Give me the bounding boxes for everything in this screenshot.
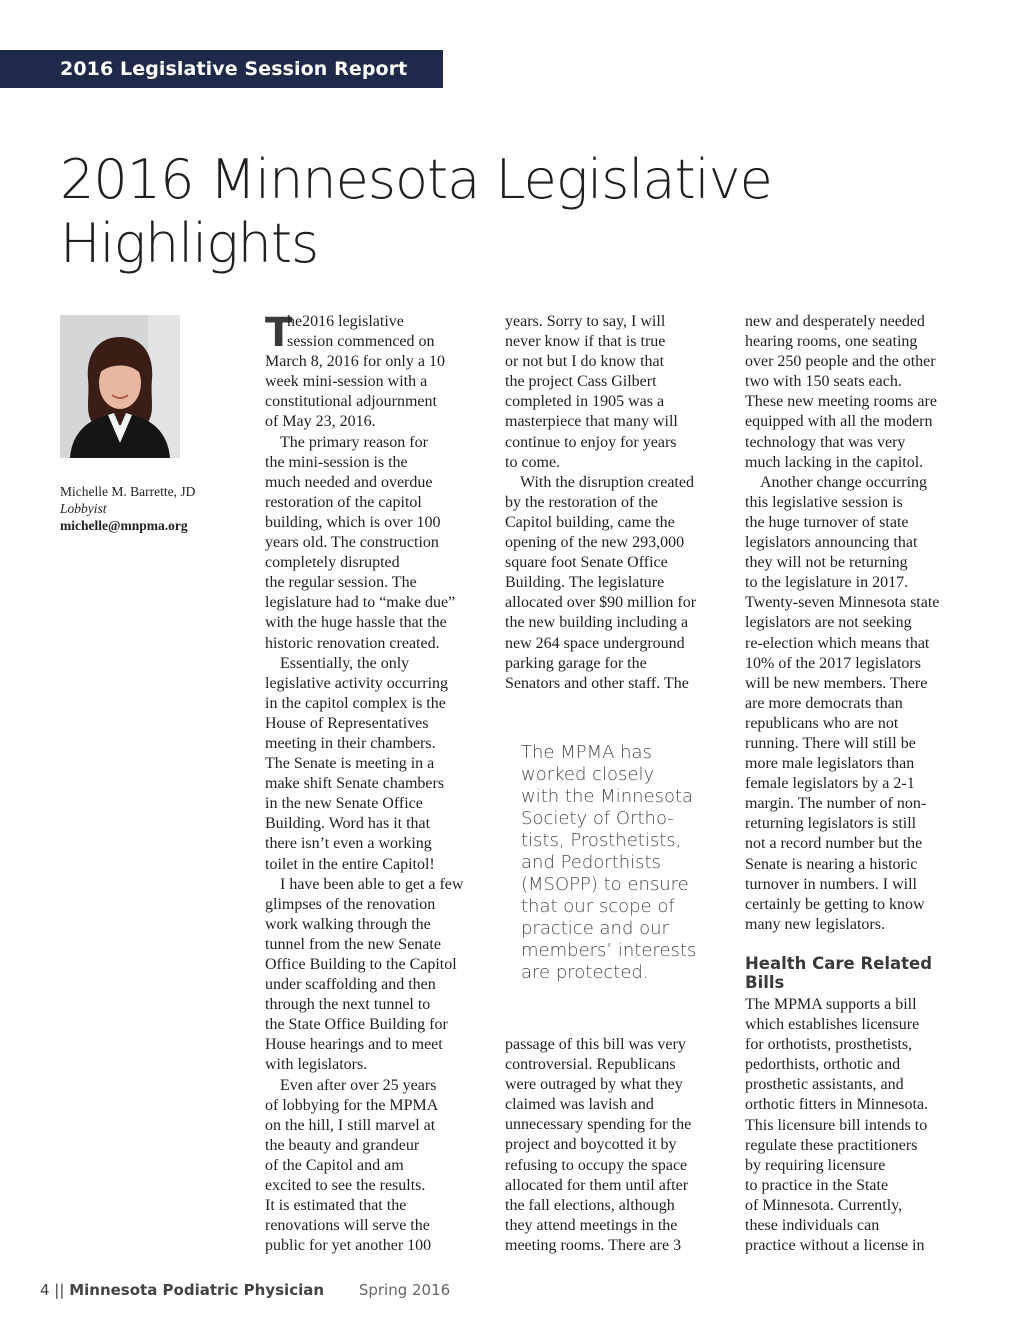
- title-line-2: Highlights: [60, 212, 319, 275]
- text-line: practice without a license in: [745, 1237, 925, 1255]
- text-line: tunnel from the new Senate: [265, 935, 441, 953]
- pull-quote-line: Society of Ortho-: [521, 808, 674, 829]
- text-line: of lobbying for the MPMA: [265, 1096, 439, 1114]
- text-line: restoration of the capitol: [265, 493, 422, 511]
- text-line: they will not be returning: [745, 554, 908, 572]
- text-line: Twenty-seven Minnesota state: [745, 594, 940, 612]
- text-line: pedorthists, orthotic and: [745, 1056, 901, 1074]
- text-line: certainly be getting to know: [745, 895, 925, 913]
- text-line: prosthetic assistants, and: [745, 1076, 904, 1094]
- text-line: Another change occurring: [760, 473, 928, 491]
- text-line: completed in 1905 was a: [505, 393, 665, 411]
- text-line: I have been able to get a few: [280, 875, 464, 893]
- text-line: to the legislature in 2017.: [745, 574, 909, 592]
- text-line: renovations will serve the: [265, 1217, 430, 1235]
- text-line: years old. The construction: [265, 534, 439, 552]
- author-block: [60, 483, 250, 534]
- text-line: allocated over $90 million for: [505, 594, 697, 612]
- text-line: the mini-session is the: [265, 453, 408, 471]
- page-footer: [40, 1281, 450, 1299]
- text-line: This licensure bill intends to: [745, 1116, 928, 1134]
- text-line: opening of the new 293,000: [505, 534, 685, 552]
- text-line: legislators are not seeking: [745, 614, 912, 632]
- text-line: margin. The number of non-: [745, 795, 927, 813]
- text-line: unnecessary spending for the: [505, 1116, 692, 1134]
- text-line: of Minnesota. Currently,: [745, 1196, 903, 1214]
- pull-quote-line: and Pedorthists: [521, 852, 661, 873]
- text-line: The Senate is meeting in a: [265, 755, 435, 773]
- text-line: allocated for them until after: [505, 1176, 689, 1194]
- text-line: of May 23, 2016.: [265, 413, 376, 431]
- article-title: [60, 148, 820, 276]
- column-1: [265, 312, 487, 1256]
- author-photo: [60, 315, 180, 458]
- pull-quote-line: worked closely: [521, 764, 655, 785]
- text-line: were outraged by what they: [505, 1076, 683, 1094]
- author-role: Lobbyist: [60, 501, 107, 516]
- column-3: [745, 312, 967, 935]
- pull-quote-line: (MSOPP) to ensure: [521, 874, 689, 895]
- text-line: which establishes licensure: [745, 1016, 920, 1034]
- text-line: meeting rooms. There are 3: [505, 1236, 682, 1254]
- column-2-bottom: [505, 1035, 727, 1256]
- text-line: Essentially, the only: [280, 654, 410, 672]
- text-line: claimed was lavish and: [505, 1096, 654, 1114]
- author-email[interactable]: michelle@mnpma.org: [60, 518, 188, 533]
- pull-quote-line: are protected.: [521, 962, 649, 983]
- section-banner: 2016 Legislative Session Report: [0, 50, 443, 88]
- text-line: excited to see the results.: [265, 1177, 426, 1195]
- text-line: years. Sorry to say, I will: [505, 313, 666, 330]
- text-line: much lacking in the capitol.: [745, 453, 924, 471]
- text-line: over 250 people and the other: [745, 353, 936, 371]
- pull-quote-line: practice and our: [521, 918, 669, 939]
- text-line: These new meeting rooms are: [745, 393, 937, 411]
- text-line: 10% of the 2017 legislators: [745, 654, 921, 672]
- text-line: the fall elections, although: [505, 1196, 675, 1214]
- text-line: these individuals can: [745, 1217, 880, 1235]
- text-line: female legislators by a 2-1: [745, 775, 915, 793]
- text-line: by requiring licensure: [745, 1156, 886, 1174]
- author-name: Michelle M. Barrette, JD: [60, 484, 196, 499]
- text-line: to practice in the State: [745, 1176, 889, 1194]
- text-line: this legislative session is: [745, 493, 903, 511]
- text-line: with legislators.: [265, 1056, 368, 1074]
- text-line: parking garage for the: [505, 654, 647, 672]
- text-line: through the next tunnel to: [265, 996, 431, 1014]
- pull-quote-line: tists, Prosthetists,: [521, 830, 682, 851]
- publication-name: Minnesota Podiatric Physician: [69, 1281, 325, 1299]
- text-line: under scaffolding and then: [265, 976, 436, 994]
- issue-season: Spring 2016: [358, 1281, 451, 1299]
- text-line: of the Capitol and am: [265, 1156, 404, 1174]
- text-line: glimpses of the renovation: [265, 895, 436, 913]
- text-line: for orthotists, prosthetists,: [745, 1036, 913, 1054]
- text-line: Office Building to the Capitol: [265, 956, 457, 973]
- text-line: are more democrats than: [745, 694, 903, 712]
- subheading-line: Health Care Related: [745, 954, 933, 973]
- text-line: the beauty and grandeur: [265, 1136, 420, 1154]
- text-line: controversial. Republicans: [505, 1056, 676, 1074]
- text-line: returning legislators is still: [745, 815, 917, 833]
- text-line: running. There will still be: [745, 734, 916, 752]
- title-line-1: 2016 Minnesota Legislative: [60, 148, 772, 211]
- text-line: regulate these practitioners: [745, 1136, 918, 1154]
- text-line: the huge turnover of state: [745, 513, 909, 531]
- text-line: with the huge hassle that the: [265, 614, 447, 632]
- text-line: he2016 legislative: [287, 313, 404, 330]
- text-line: republicans who are not: [745, 714, 899, 732]
- text-line: masterpiece that many will: [505, 413, 678, 431]
- text-line: to come.: [505, 453, 561, 471]
- text-line: by the restoration of the: [505, 493, 658, 511]
- text-line: legislative activity occurring: [265, 674, 449, 692]
- text-line: session commenced on: [287, 333, 435, 351]
- text-line: new and desperately needed: [745, 313, 925, 330]
- subheading-line: Bills: [745, 973, 785, 992]
- text-line: work walking through the: [265, 915, 431, 933]
- text-line: meeting in their chambers.: [265, 734, 436, 752]
- text-line: building, which is over 100: [265, 513, 441, 531]
- text-line: new 264 space underground: [505, 634, 685, 652]
- text-line: passage of this bill was very: [505, 1036, 686, 1053]
- drop-cap: T: [265, 310, 293, 356]
- section-subheading: [745, 954, 965, 992]
- text-line: there isn’t even a working: [265, 835, 432, 853]
- text-line: much needed and overdue: [265, 473, 433, 491]
- text-line: two with 150 seats each.: [745, 373, 902, 391]
- text-line: orthotic fitters in Minnesota.: [745, 1096, 929, 1114]
- text-line: more male legislators than: [745, 755, 915, 773]
- pull-quote-line: that our scope of: [521, 896, 675, 917]
- text-line: continue to enjoy for years: [505, 433, 677, 451]
- text-line: the regular session. The: [265, 574, 417, 592]
- text-line: public for yet another 100: [265, 1237, 432, 1255]
- pull-quote-line: members’ interests: [521, 940, 697, 961]
- text-line: legislature had to “make due”: [265, 594, 456, 612]
- text-line: square foot Senate Office: [505, 554, 668, 572]
- text-line: project and boycotted it by: [505, 1136, 677, 1154]
- text-line: will be new members. There: [745, 674, 928, 692]
- text-line: The MPMA supports a bill: [745, 996, 917, 1013]
- text-line: not a record number but the: [745, 835, 923, 853]
- text-line: Even after over 25 years: [280, 1076, 437, 1094]
- text-line: equipped with all the modern: [745, 413, 933, 431]
- text-line: It is estimated that the: [265, 1197, 407, 1215]
- text-line: House hearings and to meet: [265, 1036, 443, 1054]
- pull-quote: [521, 742, 721, 984]
- text-line: or not but I do know that: [505, 353, 665, 371]
- text-line: re-election which means that: [745, 634, 930, 652]
- text-line: Capitol building, came the: [505, 513, 675, 531]
- pull-quote-line: with the Minnesota: [521, 786, 694, 807]
- text-line: many new legislators.: [745, 915, 885, 933]
- text-line: the new building including a: [505, 614, 689, 632]
- text-line: House of Representatives: [265, 714, 429, 732]
- text-line: turnover in numbers. I will: [745, 875, 917, 893]
- text-line: make shift Senate chambers: [265, 775, 445, 793]
- text-line: never know if that is true: [505, 333, 666, 351]
- text-line: on the hill, I still marvel at: [265, 1116, 436, 1134]
- text-line: completely disrupted: [265, 554, 400, 572]
- column-3-bottom: [745, 995, 967, 1256]
- text-line: With the disruption created: [520, 473, 694, 491]
- portrait-photo-icon: [60, 315, 180, 458]
- text-line: hearing rooms, one seating: [745, 333, 918, 351]
- text-line: historic renovation created.: [265, 634, 440, 652]
- text-line: the project Cass Gilbert: [505, 373, 657, 391]
- text-line: technology that was very: [745, 433, 906, 451]
- text-line: March 8, 2016 for only a 10: [265, 353, 445, 371]
- text-line: constitutional adjournment: [265, 393, 437, 411]
- pull-quote-line: The MPMA has: [521, 742, 652, 763]
- text-line: Senate is nearing a historic: [745, 855, 918, 873]
- text-line: in the capitol complex is the: [265, 694, 446, 712]
- column-2-top: [505, 312, 727, 694]
- text-line: week mini-session with a: [265, 373, 428, 391]
- text-line: they attend meetings in the: [505, 1216, 678, 1234]
- text-line: in the new Senate Office: [265, 795, 423, 813]
- text-line: legislators announcing that: [745, 534, 918, 552]
- page-number: 4 ||: [40, 1281, 65, 1299]
- text-line: The primary reason for: [280, 433, 428, 451]
- text-line: the State Office Building for: [265, 1016, 448, 1034]
- text-line: toilet in the entire Capitol!: [265, 855, 435, 873]
- text-line: Building. Word has it that: [265, 815, 431, 833]
- text-line: Senators and other staff. The: [505, 674, 689, 692]
- text-line: Building. The legislature: [505, 574, 665, 592]
- text-line: refusing to occupy the space: [505, 1156, 688, 1174]
